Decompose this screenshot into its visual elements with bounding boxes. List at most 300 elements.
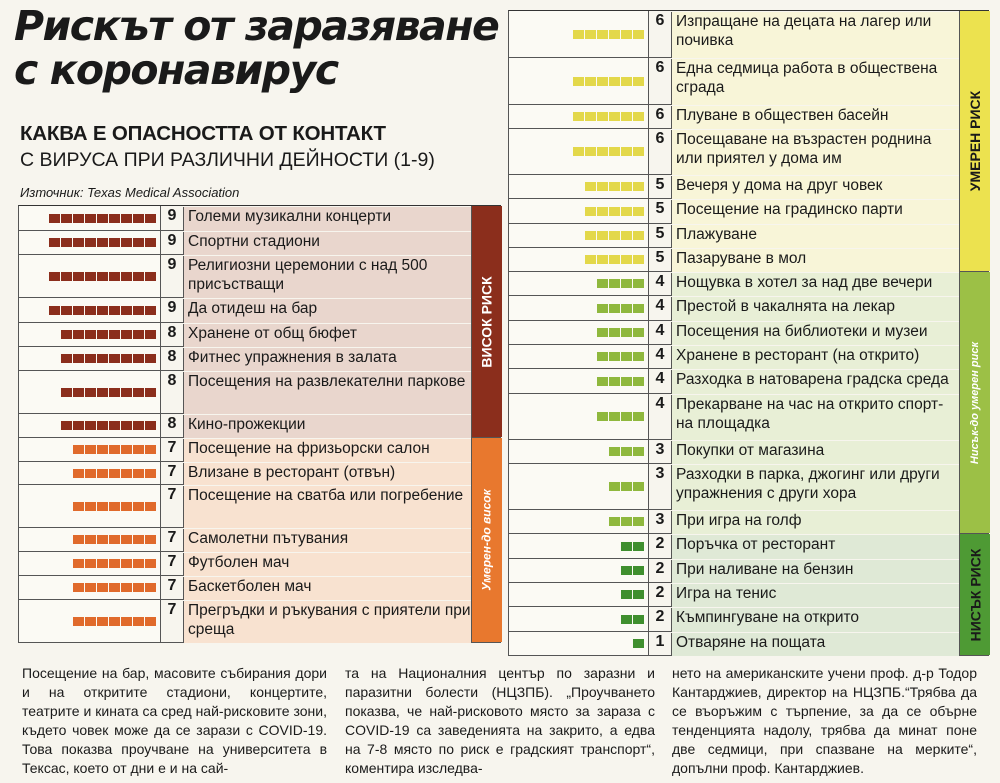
risk-row <box>19 298 501 323</box>
risk-square <box>573 77 584 86</box>
risk-square <box>133 330 144 339</box>
risk-square <box>633 615 644 624</box>
risk-square <box>133 421 144 430</box>
source-line <box>20 185 239 200</box>
activity-label: Футболен мач <box>183 553 471 576</box>
risk-square <box>109 583 120 592</box>
risk-category-label: Умерен-до висок <box>480 489 494 591</box>
risk-square <box>73 354 84 363</box>
risk-square <box>145 421 156 430</box>
risk-square <box>61 388 72 397</box>
risk-square <box>597 147 608 156</box>
risk-score-bar <box>509 58 649 104</box>
risk-square <box>597 182 608 191</box>
activity-label: Посещение на градинско парти <box>671 200 959 224</box>
risk-row <box>19 414 501 438</box>
risk-score: 2 <box>655 535 665 552</box>
risk-square <box>97 559 108 568</box>
risk-square <box>133 583 144 592</box>
activity-label: Посещаване на възрастен роднина или приятел у дома им <box>671 130 959 175</box>
activity-label: Вечеря у дома на друг човек <box>671 176 959 199</box>
risk-score-bar <box>509 321 649 344</box>
risk-row <box>19 462 501 485</box>
risk-square <box>621 304 632 313</box>
risk-square <box>61 421 72 430</box>
risk-score: 6 <box>655 130 665 147</box>
risk-square <box>121 502 132 511</box>
risk-square <box>145 238 156 247</box>
risk-square <box>633 412 644 421</box>
risk-square <box>609 279 620 288</box>
risk-square <box>109 617 120 626</box>
activity-label: Посещения на библиотеки и музеи <box>671 322 959 345</box>
risk-score-bar <box>509 105 649 128</box>
risk-square <box>73 388 84 397</box>
activity-label: Спортни стадиони <box>183 232 471 255</box>
risk-score-bar <box>19 206 161 230</box>
risk-square <box>633 279 644 288</box>
risk-score-bar <box>19 231 161 254</box>
risk-square <box>621 566 632 575</box>
activity-label: Плуване в обществен басейн <box>671 106 959 129</box>
activity-label: Да отидеш на бар <box>183 299 471 323</box>
risk-score: 7 <box>167 601 177 618</box>
risk-square <box>145 388 156 397</box>
risk-square <box>621 207 632 216</box>
risk-square <box>633 377 644 386</box>
risk-square <box>97 445 108 454</box>
risk-square <box>621 590 632 599</box>
risk-square <box>85 354 96 363</box>
risk-square <box>621 542 632 551</box>
risk-square <box>109 469 120 478</box>
risk-square <box>609 304 620 313</box>
risk-square <box>633 304 644 313</box>
risk-square <box>73 238 84 247</box>
activity-label: Къмпингуване на открито <box>671 608 959 632</box>
risk-square <box>633 112 644 121</box>
risk-square <box>109 330 120 339</box>
risk-square <box>633 207 644 216</box>
risk-square <box>49 272 60 281</box>
risk-score-bar <box>19 600 161 642</box>
risk-square <box>609 30 620 39</box>
risk-square <box>109 559 120 568</box>
risk-score-bar <box>509 224 649 247</box>
risk-row <box>509 607 989 632</box>
article-col-2: та на Националния център по заразни и паразитни болести (НЦЗПБ). „Проучването показва, че най-рисковото място за зараза с COVID-19 са заведенията на закрито, а едва на 7-8 място по риск е градският транспорт“, коментира изследва- <box>345 665 655 776</box>
risk-score-bar <box>19 576 161 599</box>
risk-row <box>19 552 501 576</box>
risk-square <box>121 445 132 454</box>
activity-label: Поръчка от ресторант <box>671 535 959 559</box>
risk-square <box>633 639 644 648</box>
risk-square <box>121 535 132 544</box>
activity-label: Големи музикални концерти <box>183 207 471 231</box>
risk-square <box>85 214 96 223</box>
activity-label: Посещение на сватба или погребение <box>183 486 471 528</box>
risk-score-bar <box>19 371 161 413</box>
risk-row <box>509 394 989 440</box>
risk-square <box>145 306 156 315</box>
risk-square <box>85 559 96 568</box>
risk-score: 5 <box>655 225 665 242</box>
risk-square <box>621 377 632 386</box>
risk-score: 2 <box>655 560 665 577</box>
risk-square <box>621 615 632 624</box>
risk-square <box>121 330 132 339</box>
risk-square <box>121 469 132 478</box>
risk-category-label: ВИСОК РИСК <box>479 275 496 368</box>
risk-row <box>509 440 989 464</box>
subtitle-bold: КАКВА Е ОПАСНОСТТА ОТ КОНТАКТ <box>20 122 386 145</box>
risk-square <box>585 30 596 39</box>
activity-label: Посещение на фризьорски салон <box>183 439 471 462</box>
risk-row <box>509 583 989 607</box>
activity-label: Нощувка в хотел за над две вечери <box>671 273 959 296</box>
risk-square <box>109 306 120 315</box>
risk-square <box>97 214 108 223</box>
risk-square <box>609 352 620 361</box>
risk-row <box>509 534 989 559</box>
risk-square <box>633 182 644 191</box>
risk-square <box>633 231 644 240</box>
risk-row <box>509 11 989 58</box>
risk-square <box>109 388 120 397</box>
risk-score: 8 <box>167 415 177 432</box>
risk-square <box>121 354 132 363</box>
risk-score-bar <box>509 296 649 320</box>
risk-score-bar <box>19 552 161 575</box>
risk-score-bar <box>19 462 161 484</box>
risk-row <box>509 248 989 272</box>
risk-square <box>597 412 608 421</box>
risk-square <box>97 469 108 478</box>
risk-square <box>49 306 60 315</box>
activity-label: Кино-прожекции <box>183 415 471 438</box>
risk-square <box>97 272 108 281</box>
risk-square <box>133 535 144 544</box>
risk-square <box>85 583 96 592</box>
risk-square <box>121 214 132 223</box>
risk-score: 7 <box>167 529 177 546</box>
activity-label: Пазаруване в мол <box>671 249 959 272</box>
activity-label: Религиозни церемонии с над 500 присъстващи <box>183 256 471 298</box>
risk-row <box>509 224 989 248</box>
risk-score: 6 <box>655 59 665 76</box>
risk-row <box>19 323 501 347</box>
source-prefix: Източник: <box>20 185 84 200</box>
risk-square <box>133 388 144 397</box>
risk-category-label: УМЕРЕН РИСК <box>967 90 984 192</box>
risk-score-bar <box>19 255 161 297</box>
risk-square <box>61 354 72 363</box>
risk-category-moderate <box>959 11 990 271</box>
risk-score: 5 <box>655 249 665 266</box>
risk-square <box>85 238 96 247</box>
activity-label: Фитнес упражнения в залата <box>183 348 471 371</box>
risk-row <box>509 510 989 534</box>
risk-square <box>633 542 644 551</box>
left-risk-table <box>18 205 501 643</box>
risk-square <box>633 30 644 39</box>
risk-score: 9 <box>167 256 177 273</box>
risk-square <box>621 182 632 191</box>
risk-score-bar <box>509 559 649 582</box>
risk-square <box>621 352 632 361</box>
risk-row <box>19 371 501 414</box>
risk-score: 9 <box>167 299 177 316</box>
risk-square <box>597 352 608 361</box>
risk-score: 9 <box>167 232 177 249</box>
risk-score: 6 <box>655 106 665 123</box>
risk-square <box>97 330 108 339</box>
risk-square <box>609 207 620 216</box>
activity-label: Игра на тенис <box>671 584 959 607</box>
activity-label: При игра на голф <box>671 511 959 534</box>
risk-square <box>97 502 108 511</box>
risk-score-bar <box>509 369 649 393</box>
activity-label: Хранене от общ бюфет <box>183 324 471 347</box>
risk-square <box>121 617 132 626</box>
risk-row <box>509 296 989 321</box>
risk-square <box>145 617 156 626</box>
activity-label: Престой в чакалнята на лекар <box>671 297 959 321</box>
risk-square <box>73 214 84 223</box>
risk-score: 8 <box>167 324 177 341</box>
risk-square <box>85 502 96 511</box>
activity-label: Посещения на развлекателни паркове <box>183 372 471 414</box>
risk-score: 1 <box>655 633 665 650</box>
risk-square <box>97 421 108 430</box>
activity-label: Разходка в натоварена градска среда <box>671 370 959 394</box>
risk-row <box>509 559 989 583</box>
risk-square <box>633 352 644 361</box>
risk-square <box>73 535 84 544</box>
risk-square <box>609 112 620 121</box>
risk-square <box>97 535 108 544</box>
activity-label: Баскетболен мач <box>183 577 471 600</box>
activity-label: Хранене в ресторант (на открито) <box>671 346 959 369</box>
risk-square <box>633 147 644 156</box>
risk-square <box>109 214 120 223</box>
risk-square <box>133 272 144 281</box>
risk-square <box>597 255 608 264</box>
risk-square <box>621 517 632 526</box>
risk-square <box>121 421 132 430</box>
risk-score: 2 <box>655 584 665 601</box>
risk-square <box>85 617 96 626</box>
risk-square <box>109 502 120 511</box>
risk-square <box>133 214 144 223</box>
risk-score-bar <box>19 323 161 346</box>
right-risk-table <box>508 10 989 656</box>
risk-score-bar <box>509 175 649 198</box>
risk-square <box>61 272 72 281</box>
activity-label: Прегръдки и ръкувания с приятели при среща <box>183 601 471 643</box>
risk-score: 4 <box>655 395 665 412</box>
risk-score-bar <box>509 199 649 223</box>
risk-square <box>609 147 620 156</box>
risk-row <box>509 105 989 129</box>
risk-square <box>621 30 632 39</box>
risk-score-bar <box>509 345 649 368</box>
risk-square <box>121 238 132 247</box>
risk-row <box>509 464 989 510</box>
risk-square <box>621 255 632 264</box>
risk-row <box>509 369 989 394</box>
risk-square <box>585 147 596 156</box>
risk-square <box>621 328 632 337</box>
risk-square <box>597 231 608 240</box>
subtitle: С ВИРУСА ПРИ РАЗЛИЧНИ ДЕЙНОСТИ (1-9) <box>20 149 435 171</box>
risk-square <box>585 77 596 86</box>
page-title: Рискът от заразяване с коронавирус <box>14 2 499 94</box>
risk-square <box>85 445 96 454</box>
risk-square <box>585 231 596 240</box>
risk-square <box>585 182 596 191</box>
risk-score: 7 <box>167 439 177 456</box>
risk-score: 6 <box>655 12 665 29</box>
risk-square <box>85 535 96 544</box>
risk-row <box>509 129 989 175</box>
risk-score: 4 <box>655 297 665 314</box>
risk-square <box>145 559 156 568</box>
risk-square <box>633 517 644 526</box>
activity-label: Плажуване <box>671 225 959 248</box>
risk-square <box>609 377 620 386</box>
risk-score-bar <box>19 347 161 370</box>
risk-row <box>509 199 989 224</box>
risk-square <box>585 207 596 216</box>
risk-square <box>573 112 584 121</box>
risk-score-bar <box>19 438 161 461</box>
risk-square <box>73 306 84 315</box>
risk-square <box>597 77 608 86</box>
risk-square <box>121 388 132 397</box>
risk-square <box>133 238 144 247</box>
risk-square <box>61 214 72 223</box>
risk-category-moderate_high <box>471 438 502 642</box>
risk-score: 7 <box>167 553 177 570</box>
risk-square <box>145 330 156 339</box>
risk-square <box>621 147 632 156</box>
risk-square <box>121 559 132 568</box>
risk-score-bar <box>509 534 649 558</box>
risk-category-low_moderate <box>959 272 990 533</box>
risk-square <box>609 255 620 264</box>
risk-square <box>49 214 60 223</box>
activity-label: Покупки от магазина <box>671 441 959 464</box>
risk-square <box>609 328 620 337</box>
risk-score-bar <box>509 440 649 463</box>
risk-square <box>145 214 156 223</box>
article-col-3: нето на американските учени проф. д-р Тодор Кантарджиев, директор на НЦЗПБ.“Трябва да се въоръжим с търпение, за да се обърне тенденцията надолу, трябва да минат поне две седмици, при спазване на мерките“, допълни проф. Кантарджиев. <box>672 665 977 776</box>
risk-square <box>85 469 96 478</box>
risk-square <box>609 231 620 240</box>
risk-category-label: Нисък-до умерен риск <box>969 341 982 464</box>
risk-square <box>85 388 96 397</box>
activity-label: Една седмица работа в обществена сграда <box>671 59 959 105</box>
risk-square <box>133 559 144 568</box>
risk-square <box>109 354 120 363</box>
risk-square <box>97 617 108 626</box>
risk-square <box>133 354 144 363</box>
risk-square <box>633 447 644 456</box>
risk-square <box>61 238 72 247</box>
risk-square <box>597 30 608 39</box>
risk-square <box>633 328 644 337</box>
risk-square <box>133 502 144 511</box>
risk-square <box>49 238 60 247</box>
risk-score-bar <box>19 485 161 527</box>
risk-square <box>585 112 596 121</box>
risk-square <box>109 535 120 544</box>
risk-square <box>597 304 608 313</box>
risk-category-low <box>959 534 990 655</box>
risk-score: 3 <box>655 511 665 528</box>
risk-square <box>597 112 608 121</box>
risk-square <box>633 482 644 491</box>
risk-square <box>73 272 84 281</box>
risk-square <box>145 354 156 363</box>
risk-square <box>633 566 644 575</box>
risk-score: 5 <box>655 176 665 193</box>
risk-square <box>73 421 84 430</box>
risk-row <box>19 347 501 371</box>
article-col-1: Посещение на бар, масовите събирания дори и на откритите стадиони, концертите, театрите и кината са сред най-рисковите зони, където човек може да се зарази с COVID-19. Това показва проучване на университета в Тексас, което от дни е и на сай- <box>22 665 327 776</box>
source-name: Texas Medical Association <box>87 185 240 200</box>
risk-square <box>609 517 620 526</box>
risk-score: 5 <box>655 200 665 217</box>
risk-score-bar <box>19 298 161 322</box>
risk-square <box>97 354 108 363</box>
risk-score: 4 <box>655 273 665 290</box>
risk-score-bar <box>509 510 649 533</box>
risk-score: 3 <box>655 441 665 458</box>
risk-square <box>609 182 620 191</box>
risk-row <box>19 206 501 231</box>
risk-score-bar <box>509 583 649 606</box>
risk-square <box>73 445 84 454</box>
risk-square <box>133 306 144 315</box>
risk-square <box>97 388 108 397</box>
risk-row <box>509 175 989 199</box>
activity-label: Самолетни пътувания <box>183 529 471 552</box>
risk-score: 8 <box>167 372 177 389</box>
risk-square <box>121 583 132 592</box>
risk-score: 8 <box>167 348 177 365</box>
risk-row <box>509 321 989 345</box>
risk-square <box>145 469 156 478</box>
risk-square <box>585 255 596 264</box>
risk-square <box>97 583 108 592</box>
risk-score-bar <box>509 607 649 631</box>
risk-square <box>109 238 120 247</box>
risk-square <box>633 77 644 86</box>
activity-label: Разходки в парка, джогинг или други упражнения с други хора <box>671 465 959 510</box>
risk-square <box>145 272 156 281</box>
risk-square <box>633 590 644 599</box>
risk-square <box>73 502 84 511</box>
risk-score: 7 <box>167 486 177 503</box>
risk-score: 4 <box>655 370 665 387</box>
risk-square <box>73 559 84 568</box>
risk-category-label: НИСЪК РИСК <box>967 548 984 641</box>
risk-row <box>509 58 989 105</box>
risk-square <box>597 279 608 288</box>
risk-square <box>73 330 84 339</box>
